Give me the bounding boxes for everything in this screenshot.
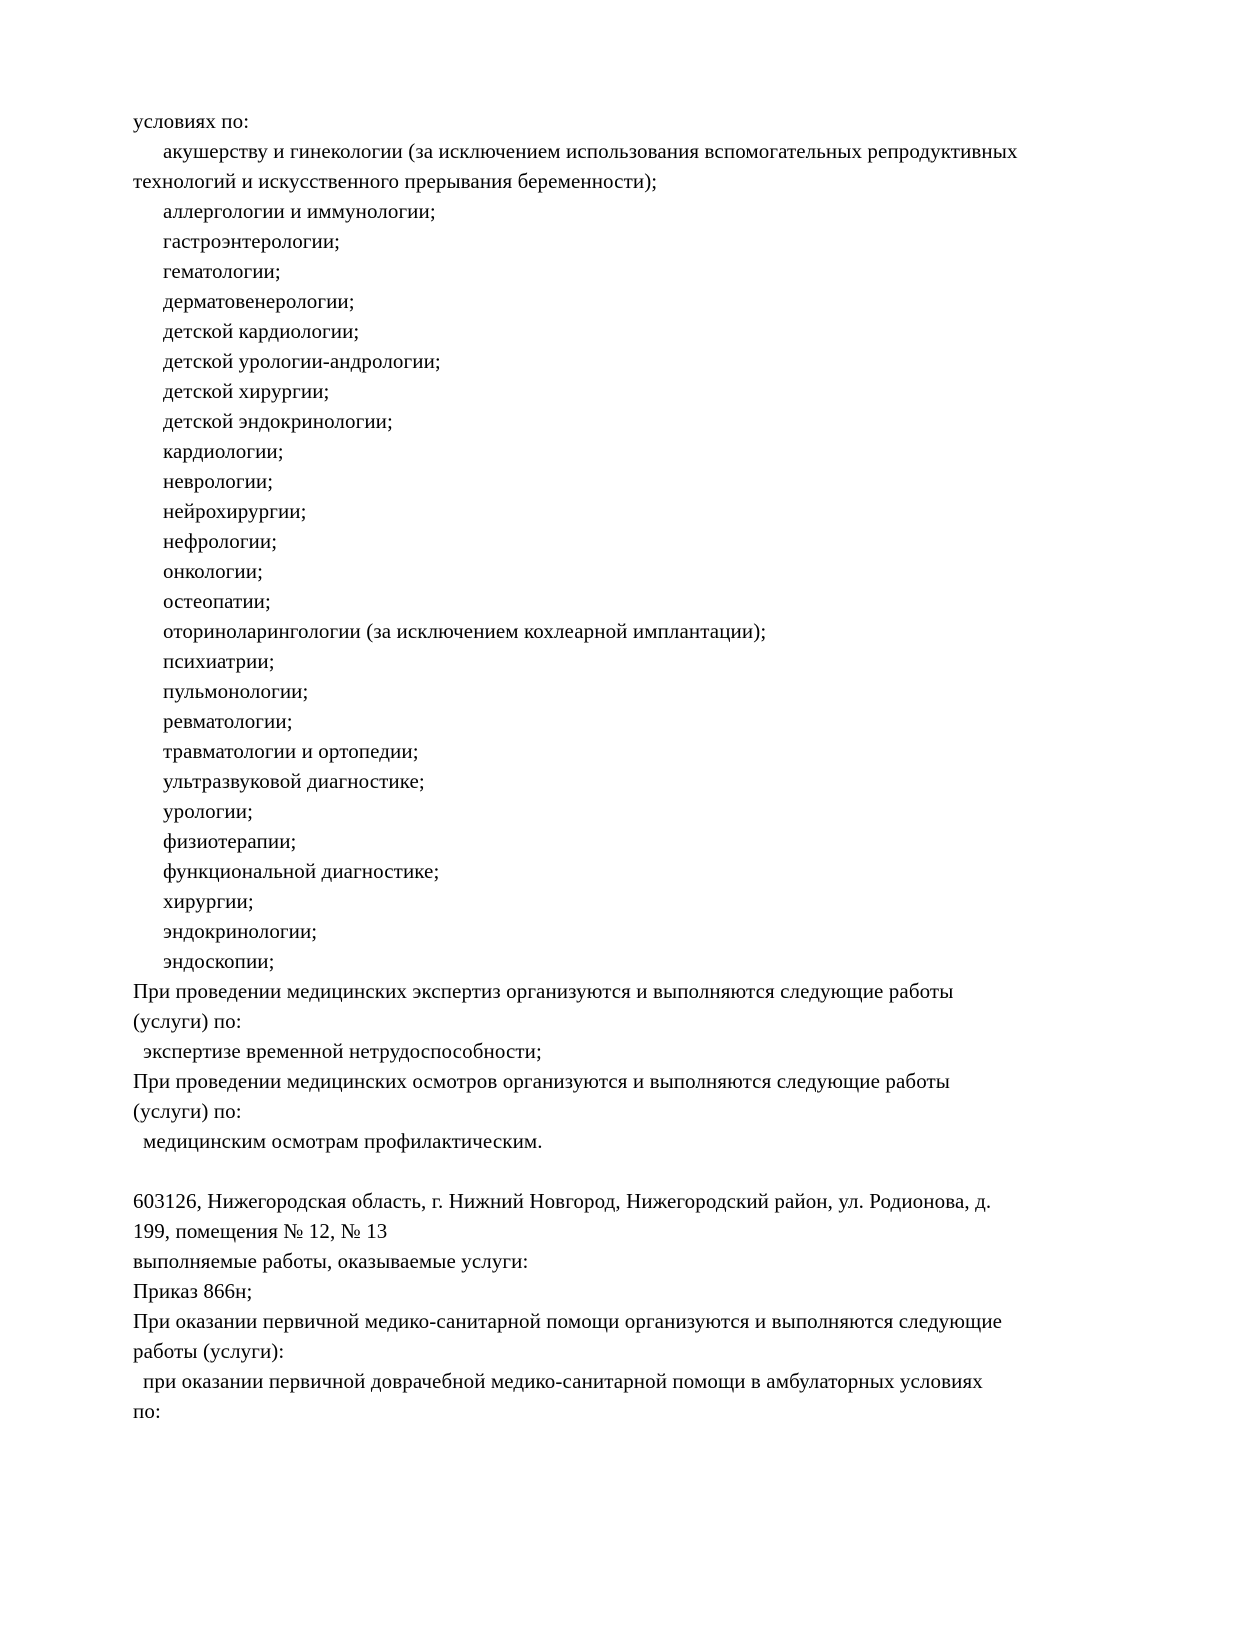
text-line: детской кардиологии; <box>163 319 360 343</box>
text-line: условиях по: <box>133 109 250 133</box>
text-line: по: <box>133 1399 161 1423</box>
text-line: неврологии; <box>163 469 274 493</box>
text-line: технологий и искусственного прерывания беременности); <box>133 169 658 193</box>
text-line: гастроэнтерологии; <box>163 229 341 253</box>
text-line: эндоскопии; <box>163 949 275 973</box>
text-line: физиотерапии; <box>163 829 297 853</box>
text-line: ревматологии; <box>163 709 293 733</box>
text-line: работы (услуги): <box>133 1339 285 1363</box>
text-line: При оказании первичной медико-санитарной помощи организуются и выполняются следующие <box>133 1309 1003 1333</box>
text-line: нефрологии; <box>163 529 278 553</box>
text-line: остеопатии; <box>163 589 271 613</box>
text-line: При проведении медицинских осмотров организуются и выполняются следующие работы <box>133 1069 951 1093</box>
text-line: (услуги) по: <box>133 1099 242 1123</box>
text-line: акушерству и гинекологии (за исключением использования вспомогательных репродуктивных <box>163 139 1018 163</box>
text-line: (услуги) по: <box>133 1009 242 1033</box>
text-line: медицинским осмотрам профилактическим. <box>143 1129 543 1153</box>
text-line: экспертизе временной нетрудоспособности; <box>143 1039 542 1063</box>
text-line: детской хирургии; <box>163 379 330 403</box>
text-line: онкологии; <box>163 559 264 583</box>
document-text <box>133 106 1200 1426</box>
text-line: детской урологии-андрологии; <box>163 349 441 373</box>
text-line: при оказании первичной доврачебной медико-санитарной помощи в амбулаторных условиях <box>143 1369 983 1393</box>
text-line: кардиологии; <box>163 439 284 463</box>
text-line: аллергологии и иммунологии; <box>163 199 436 223</box>
text-line: Приказ 866н; <box>133 1279 253 1303</box>
text-line: нейрохирургии; <box>163 499 307 523</box>
text-line: 603126, Нижегородская область, г. Нижний Новгород, Нижегородский район, ул. Родионова, д. <box>133 1189 992 1213</box>
text-line: 199, помещения № 12, № 13 <box>133 1219 388 1243</box>
text-line <box>133 1156 1200 1186</box>
text-line: пульмонологии; <box>163 679 309 703</box>
text-line: ультразвуковой диагностике; <box>163 769 425 793</box>
text-line: эндокринологии; <box>163 919 318 943</box>
text-line: оториноларингологии (за исключением кохлеарной имплантации); <box>163 619 767 643</box>
text-line: детской эндокринологии; <box>163 409 393 433</box>
text-line: травматологии и ортопедии; <box>163 739 419 763</box>
text-line: гематологии; <box>163 259 281 283</box>
text-line: хирургии; <box>163 889 254 913</box>
text-line: функциональной диагностике; <box>163 859 440 883</box>
text-line: При проведении медицинских экспертиз организуются и выполняются следующие работы <box>133 979 954 1003</box>
text-line: выполняемые работы, оказываемые услуги: <box>133 1249 529 1273</box>
text-line: психиатрии; <box>163 649 275 673</box>
text-line: дерматовенерологии; <box>163 289 355 313</box>
text-line: урологии; <box>163 799 254 823</box>
